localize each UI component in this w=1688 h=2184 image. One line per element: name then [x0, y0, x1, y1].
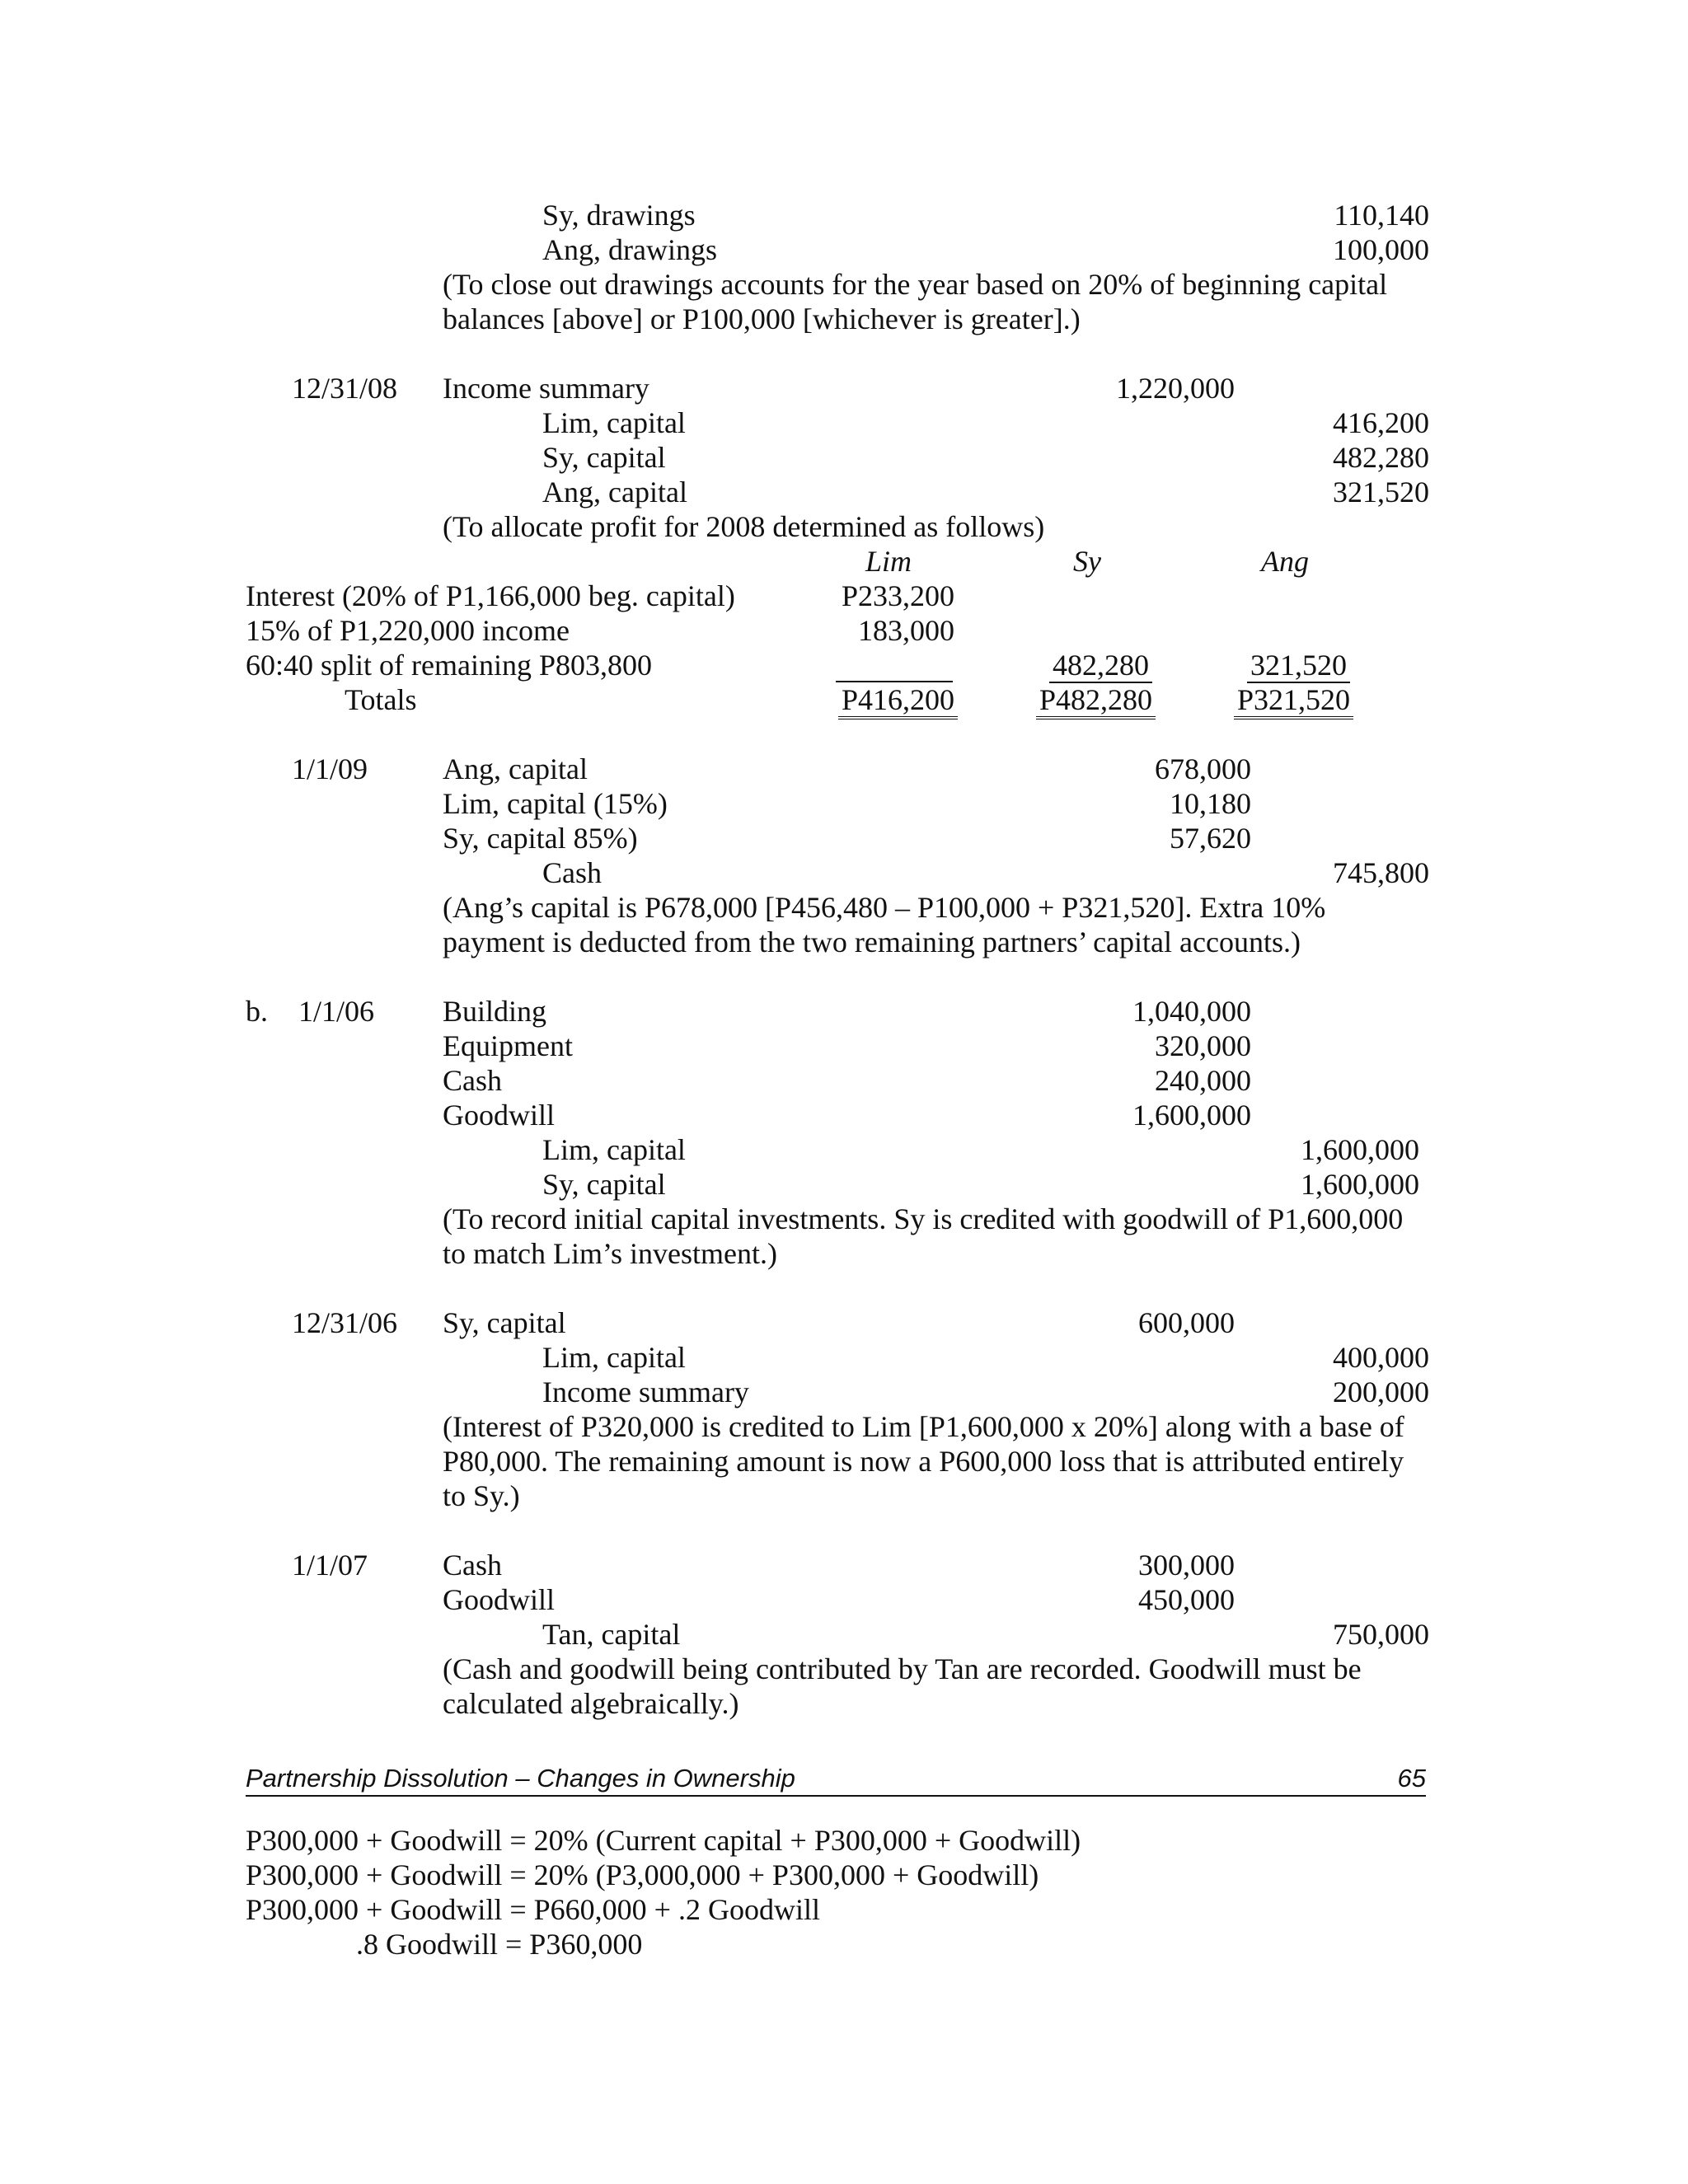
- entry-note: to Sy.): [443, 1479, 520, 1512]
- part-label: b.: [246, 995, 268, 1028]
- credit-amount: 400,000: [1333, 1341, 1429, 1374]
- entry-date: 1/1/07: [292, 1549, 368, 1582]
- debit-amount: 678,000: [1155, 752, 1251, 785]
- entry-note: to match Lim’s investment.): [443, 1237, 777, 1270]
- entry-date: 12/31/06: [292, 1306, 398, 1339]
- entry-note: P80,000. The remaining amount is now a P600,000 loss that is attributed entirely: [443, 1445, 1404, 1478]
- debit-amount: 1,600,000: [1132, 1099, 1251, 1132]
- debit-amount: 10,180: [1170, 787, 1251, 820]
- page-footer: [246, 1762, 1426, 1797]
- account-cash: Cash: [443, 1549, 502, 1582]
- entry-note: (To close out drawings accounts for the year based on 20% of beginning capital: [443, 268, 1388, 301]
- entry-note: payment is deducted from the two remaining partners’ capital accounts.): [443, 926, 1301, 958]
- credit-amount: 1,600,000: [1301, 1133, 1419, 1166]
- entry-note: (Ang’s capital is P678,000 [P456,480 – P100,000 + P321,520]. Extra 10%: [443, 891, 1326, 924]
- credit-amount: 200,000: [1333, 1376, 1429, 1408]
- account-ang-drawings: Ang, drawings: [542, 233, 717, 266]
- entry-note: (To record initial capital investments. Sy is credited with goodwill of P1,600,000: [443, 1202, 1404, 1235]
- sy-total: P482,280: [1036, 683, 1156, 719]
- account-lim-capital: Lim, capital: [542, 1341, 686, 1374]
- entry-note: balances [above] or P100,000 [whichever is greater].): [443, 302, 1081, 335]
- column-header-sy: Sy: [1073, 545, 1101, 578]
- account-lim-capital: Lim, capital: [542, 406, 686, 439]
- account-cash: Cash: [443, 1064, 502, 1097]
- ang-total: P321,520: [1234, 683, 1353, 719]
- account-equipment: Equipment: [443, 1029, 573, 1062]
- credit-amount: 482,280: [1333, 441, 1429, 474]
- account-sy-capital: Sy, capital: [542, 441, 666, 474]
- account-tan-capital: Tan, capital: [542, 1618, 681, 1651]
- debit-amount: 450,000: [1138, 1583, 1235, 1616]
- equation-line: P300,000 + Goodwill = P660,000 + .2 Goodwill: [246, 1893, 820, 1926]
- column-header-ang: Ang: [1261, 545, 1309, 578]
- account-sy-capital: Sy, capital: [443, 1306, 566, 1339]
- entry-date: 1/1/06: [298, 995, 375, 1028]
- account-income-summary: Income summary: [542, 1376, 749, 1408]
- credit-amount: 416,200: [1333, 406, 1429, 439]
- account-building: Building: [443, 995, 547, 1028]
- account-sy-drawings: Sy, drawings: [542, 199, 696, 232]
- account-ang-capital: Ang, capital: [443, 752, 588, 785]
- credit-amount: 745,800: [1333, 856, 1429, 889]
- entry-date: 1/1/09: [292, 752, 368, 785]
- credit-amount: 321,520: [1333, 476, 1429, 509]
- debit-amount: 1,220,000: [1116, 372, 1235, 405]
- debit-amount: 300,000: [1138, 1549, 1235, 1582]
- sy-split: 482,280: [1049, 649, 1152, 683]
- page-number: 65: [1397, 1764, 1426, 1793]
- credit-amount: 750,000: [1333, 1618, 1429, 1651]
- row-label-interest: Interest (20% of P1,166,000 beg. capital): [246, 579, 735, 612]
- debit-amount: 600,000: [1138, 1306, 1235, 1339]
- account-goodwill: Goodwill: [443, 1583, 556, 1616]
- debit-amount: 1,040,000: [1132, 995, 1251, 1028]
- row-label-totals: Totals: [345, 683, 417, 716]
- entry-note: (To allocate profit for 2008 determined as follows): [443, 510, 1045, 543]
- entry-note: (Cash and goodwill being contributed by Tan are recorded. Goodwill must be: [443, 1652, 1362, 1685]
- credit-amount: 1,600,000: [1301, 1168, 1419, 1201]
- account-lim-capital: Lim, capital: [542, 1133, 686, 1166]
- account-lim-capital: Lim, capital (15%): [443, 787, 668, 820]
- debit-amount: 320,000: [1155, 1029, 1251, 1062]
- account-income-summary: Income summary: [443, 372, 649, 405]
- entry-note: (Interest of P320,000 is credited to Lim [P1,600,000 x 20%] along with a base of: [443, 1410, 1404, 1443]
- account-goodwill: Goodwill: [443, 1099, 556, 1132]
- credit-amount: 110,140: [1334, 199, 1429, 232]
- debit-amount: 57,620: [1170, 822, 1251, 855]
- entry-date: 12/31/08: [292, 372, 398, 405]
- column-header-lim: Lim: [865, 545, 912, 578]
- debit-amount: 240,000: [1155, 1064, 1251, 1097]
- account-ang-capital: Ang, capital: [542, 476, 687, 509]
- footer-title: Partnership Dissolution – Changes in Ownership: [246, 1764, 795, 1793]
- account-sy-capital: Sy, capital 85%): [443, 822, 638, 855]
- lim-total: P416,200: [838, 683, 958, 719]
- lim-15pct: 183,000: [858, 614, 954, 647]
- ang-split: 321,520: [1247, 649, 1350, 683]
- equation-line: P300,000 + Goodwill = 20% (Current capital + P300,000 + Goodwill): [246, 1824, 1081, 1857]
- equation-line: P300,000 + Goodwill = 20% (P3,000,000 + P300,000 + Goodwill): [246, 1858, 1039, 1891]
- entry-note: calculated algebraically.): [443, 1687, 739, 1720]
- account-cash: Cash: [542, 856, 602, 889]
- row-label-split: 60:40 split of remaining P803,800: [246, 649, 652, 682]
- credit-amount: 100,000: [1333, 233, 1429, 266]
- equation-line: .8 Goodwill = P360,000: [356, 1928, 643, 1961]
- lim-interest: P233,200: [841, 579, 954, 612]
- account-sy-capital: Sy, capital: [542, 1168, 666, 1201]
- row-label-15pct: 15% of P1,220,000 income: [246, 614, 570, 647]
